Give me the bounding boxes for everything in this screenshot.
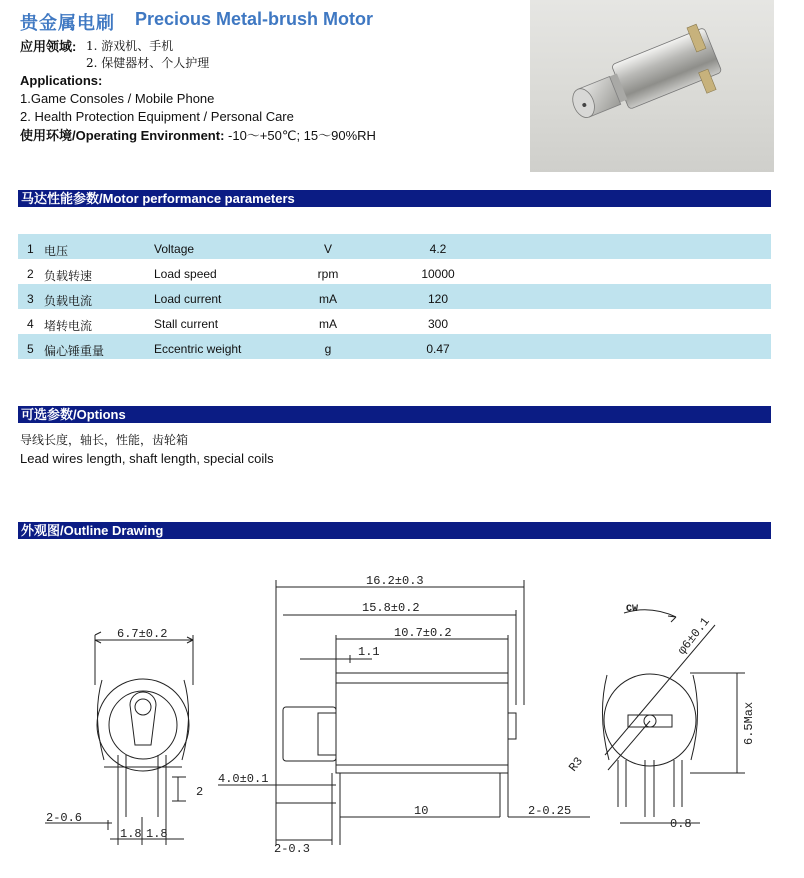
product-photo: [530, 0, 774, 172]
dim-pin-pitch: 0.8: [670, 817, 692, 831]
rotation-direction: CW: [626, 604, 639, 615]
dim-pitch-a: 1.8: [120, 827, 142, 841]
param-name-cn: 电压: [44, 244, 69, 258]
dim-weight-diameter: φ6±0.1: [675, 614, 713, 658]
dim-max-height: 6.5Max: [742, 701, 756, 745]
section-header-outline: [18, 522, 771, 539]
table-row: [18, 309, 771, 334]
param-unit: g: [324, 342, 332, 356]
param-name-en: Load speed: [154, 267, 217, 281]
operating-environment-label: 使用环境/Operating Environment:: [20, 128, 225, 143]
table-row: [18, 234, 771, 259]
outline-drawing: [0, 555, 804, 878]
application-cn-2: 2. 保健器材、个人护理: [86, 56, 210, 70]
table-row: [18, 259, 771, 284]
applications-heading: Applications:: [20, 73, 103, 88]
dim-radius: R3: [566, 754, 587, 775]
section-title-outline: 外观图/Outline Drawing: [21, 523, 164, 538]
dim-can-length: 10.7±0.2: [394, 626, 452, 640]
application-cn-1: 1. 游戏机、手机: [86, 39, 174, 53]
param-unit: mA: [319, 317, 337, 331]
dim-pin-thickness-b: 2-0.25: [528, 804, 572, 818]
param-number: 3: [27, 292, 34, 306]
param-name-cn: 偏心锤重量: [44, 344, 105, 358]
param-value: 4.2: [429, 242, 447, 256]
options-text-en: Lead wires length, shaft length, special coils: [20, 451, 274, 466]
param-name-cn: 负载转速: [44, 269, 93, 283]
param-value: 0.47: [426, 342, 450, 356]
param-value: 120: [427, 292, 449, 306]
application-label-cn: 应用领域:: [20, 39, 77, 54]
table-row: [18, 284, 771, 309]
dim-pin-height-offset: 4.0±0.1: [218, 772, 269, 786]
motor-photo-illustration: [530, 0, 774, 172]
param-name-en: Load current: [154, 292, 222, 306]
dim-pin-diameter: 2-0.6: [46, 811, 83, 825]
dim-front-width: 6.7±0.2: [117, 627, 168, 641]
dim-pin-height: 2: [196, 785, 204, 799]
dim-shaft-offset: 1.1: [358, 645, 380, 659]
operating-environment-value: -10～+50℃; 15～90%RH: [224, 128, 376, 143]
param-value: 10000: [421, 267, 455, 281]
dim-total-length: 16.2±0.3: [366, 574, 424, 588]
title-chinese: 贵金属电刷: [20, 13, 115, 33]
application-en-1: 1.Game Consoles / Mobile Phone: [20, 91, 215, 106]
dim-pitch-b: 1.8: [146, 827, 168, 841]
dim-pin-span: 10: [414, 804, 429, 818]
section-title-performance: 马达性能参数/Motor performance parameters: [21, 191, 295, 206]
param-value: 300: [427, 317, 449, 331]
param-unit: rpm: [317, 267, 339, 281]
param-number: 5: [27, 342, 34, 356]
title-english: Precious Metal-brush Motor: [135, 9, 374, 29]
application-en-2: 2. Health Protection Equipment / Personal Care: [20, 109, 294, 124]
param-unit: mA: [319, 292, 337, 306]
param-unit: V: [323, 242, 332, 256]
operating-environment: [20, 127, 376, 144]
dim-body-length: 15.8±0.2: [362, 601, 420, 615]
param-name-cn: 负载电流: [44, 294, 93, 308]
param-number: 4: [27, 317, 34, 331]
param-number: 2: [27, 267, 34, 281]
param-name-en: Eccentric weight: [154, 342, 242, 356]
param-name-en: Stall current: [154, 317, 219, 331]
param-number: 1: [27, 242, 34, 256]
section-header-options: [18, 406, 771, 423]
dim-pin-thickness-a: 2-0.3: [274, 842, 311, 856]
options-text-cn: 导线长度，轴长，性能，齿轮箱: [20, 433, 189, 447]
param-name-cn: 堵转电流: [44, 319, 93, 333]
param-name-en: Voltage: [154, 242, 195, 256]
table-row: [18, 334, 771, 359]
section-title-options: 可选参数/Options: [21, 407, 126, 422]
section-header-performance: [18, 190, 771, 207]
